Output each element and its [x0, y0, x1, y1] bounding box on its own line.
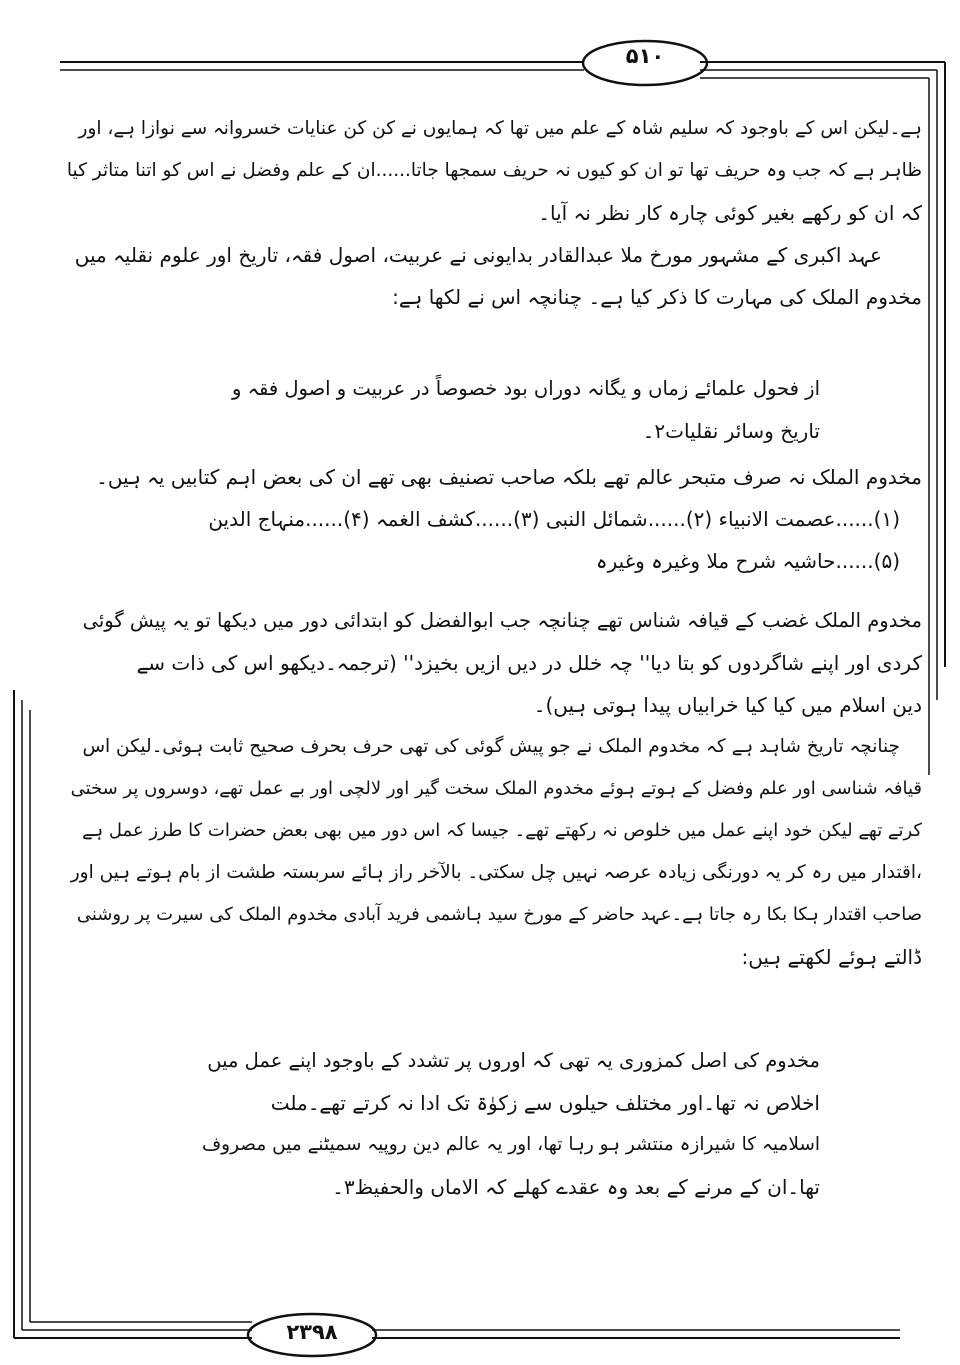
quote-line: تاریخ وسائر نقلیات۲۔ — [642, 419, 820, 443]
text-line: چنانچہ تاریخ شاہد ہے کہ مخدوم الملک نے جو پیش گوئی کی تھی حرف بحرف صحیح ثابت ہوئی۔لیکن اس — [82, 736, 900, 757]
book-list-line: (۱)......عصمت الانبیاء (۲)......شمائل النبی (۳)......کشف الغمہ (۴)......منہاج الدین — [208, 507, 900, 531]
text-line: کردی اور اپنے شاگردوں کو بتا دیا'' چہ خلل در دیں ازیں بخیزد'' (ترجمہ۔دیکھو اس کی ذات سے — [136, 651, 922, 675]
text-line: ڈالتے ہوئے لکھتے ہیں: — [741, 945, 922, 969]
text-line: ،اقتدار میں رہ کر یہ دورنگی زیادہ عرصہ نہیں چل سکتی۔ بالآخر راز ہائے سربستہ طشت از بام ہوتے ہیں اور — [70, 862, 922, 883]
persian-quote — [230, 368, 820, 452]
text-line: مخدوم الملک کی مہارت کا ذکر کیا ہے۔ چنانچہ اس نے لکھا ہے: — [392, 285, 922, 309]
quote-line: از فحول علمائے زماں و یگانہ دوراں بود خصوصاً در عربیت و اصول فقہ و — [231, 377, 820, 400]
text-line: ظاہر ہے کہ جب وہ حریف تھا تو ان کو کیوں نہ حریف سمجھا جاتا......ان کے علم وفضل نے اس کو اتنا متاثر کیا — [66, 160, 922, 181]
text-line: قیافہ شناسی اور علم وفضل کے ہوتے ہوئے مخدوم الملک سخت گیر اور لالچی اور بے عمل تھے، دوسروں پر سختی — [70, 778, 922, 799]
quote-line: اسلامیہ کا شیرازہ منتشر ہو رہا تھا، اور یہ عالم دین روپیہ سمیٹنے میں مصروف — [201, 1134, 820, 1155]
books-paragraph — [62, 456, 922, 582]
page-number-bottom: ۲۳۹۸ — [286, 1320, 338, 1344]
block-quote — [200, 1040, 820, 1208]
text-line: دین اسلام میں کیا کیا خرابیاں پیدا ہوتی ہیں)۔ — [533, 693, 922, 717]
text-line: مخدوم الملک نہ صرف متبحر عالم تھے بلکہ صاحب تصنیف بھی تھے ان کی بعض اہم کتابیں یہ ہیں۔ — [96, 465, 922, 489]
text-line: ہے۔لیکن اس کے باوجود کہ سلیم شاہ کے علم میں تھا کہ ہمایوں نے کن کن عنایات خسروانہ سے نوازا ہے، اور — [78, 118, 922, 139]
body-text — [62, 108, 922, 318]
text-line: کرتے تھے لیکن خود اپنے عمل میں خلوص نہ رکھتے تھے۔ جیسا کہ اس دور میں بھی بعض حضرات کا طرز عمل ہے — [82, 820, 922, 841]
text-line: مخدوم الملک غضب کے قیافہ شناس تھے چنانچہ جب ابوالفضل کو ابتدائی دور میں دیکھا تو یہ پیش گوئی — [82, 609, 922, 632]
book-list-line: (۵)......حاشیہ شرح ملا وغیرہ وغیرہ — [595, 549, 900, 573]
text-line: عہد اکبری کے مشہور مورخ ملا عبدالقادر بدایونی نے عربیت، اصول فقہ، تاریخ اور علوم نقلیہ میں — [74, 243, 882, 267]
quote-line: تھا۔ان کے مرنے کے بعد وہ عقدے کھلے کہ الاماں والحفیظ۳۔ — [332, 1175, 820, 1199]
page-number-top: ۵۱۰ — [625, 44, 665, 68]
body-text — [62, 600, 922, 978]
text-line: کہ ان کو رکھے بغیر کوئی چارہ کار نظر نہ آیا۔ — [538, 201, 922, 225]
quote-line: اخلاص نہ تھا۔اور مختلف حیلوں سے زکوٰۃ تک ادا نہ کرتے تھے۔ملت — [270, 1091, 820, 1115]
text-line: صاحب اقتدار ہکا بکا رہ جاتا ہے۔عہد حاضر کے مورخ سید ہاشمی فرید آبادی مخدوم الملک کی سیرت پر روشنی — [76, 904, 922, 925]
quote-line: مخدوم کی اصل کمزوری یہ تھی کہ اوروں پر تشدد کے باوجود اپنے عمل میں — [207, 1049, 820, 1072]
